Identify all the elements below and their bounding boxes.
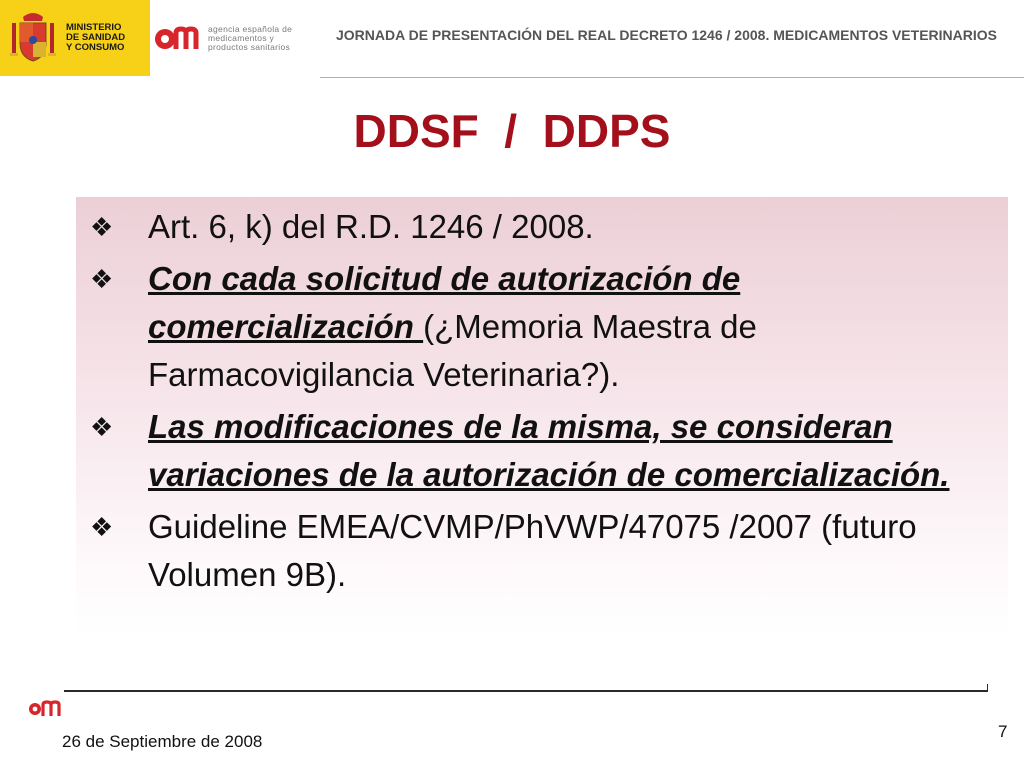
- list-item: [76, 255, 1008, 399]
- footer-divider-tick: [987, 684, 988, 692]
- bullet-emphasis: Las modificaciones de la misma, se consideran variaciones de la autorización de comercialización.: [148, 408, 950, 493]
- bullet-text: Art. 6, k) del R.D. 1246 / 2008.: [148, 208, 594, 245]
- coat-of-arms-icon: [8, 9, 58, 67]
- header-title: JORNADA DE PRESENTACIÓN DEL REAL DECRETO 1246 / 2008. MEDICAMENTOS VETERINARIOS: [336, 27, 997, 43]
- content-box: [76, 197, 1008, 635]
- diamond-bullet-icon: ❖: [90, 412, 114, 442]
- list-item: [76, 203, 1008, 251]
- ministry-name: MINISTERIO DE SANIDAD Y CONSUMO: [66, 22, 126, 53]
- diamond-bullet-icon: ❖: [90, 512, 114, 542]
- agency-logo: [150, 0, 300, 76]
- footer-logo-icon: [28, 696, 66, 718]
- list-item: [76, 503, 1008, 599]
- footer-date: 26 de Septiembre de 2008: [62, 732, 263, 751]
- bullet-text: (¿Memoria Maestra de Farmacovigilancia Veterinaria?).: [148, 308, 757, 393]
- aemps-logo-icon: [154, 21, 204, 55]
- diamond-bullet-icon: ❖: [90, 212, 114, 242]
- header-divider: [320, 77, 1024, 78]
- ministry-logo: [0, 0, 150, 76]
- list-item: [76, 403, 1008, 499]
- slide-title: DDSF / DDPS: [353, 105, 671, 157]
- bullet-emphasis: Con cada solicitud de autorización de comercialización: [148, 260, 741, 345]
- footer-divider: [64, 690, 988, 692]
- agency-name: agencia española de medicamentos y productos sanitarios: [208, 23, 293, 52]
- page-number: 7: [998, 722, 1008, 741]
- bullet-list: [76, 203, 1008, 603]
- bullet-text: Guideline EMEA/CVMP/PhVWP/47075 /2007 (futuro Volumen 9B).: [148, 508, 917, 593]
- diamond-bullet-icon: ❖: [90, 264, 114, 294]
